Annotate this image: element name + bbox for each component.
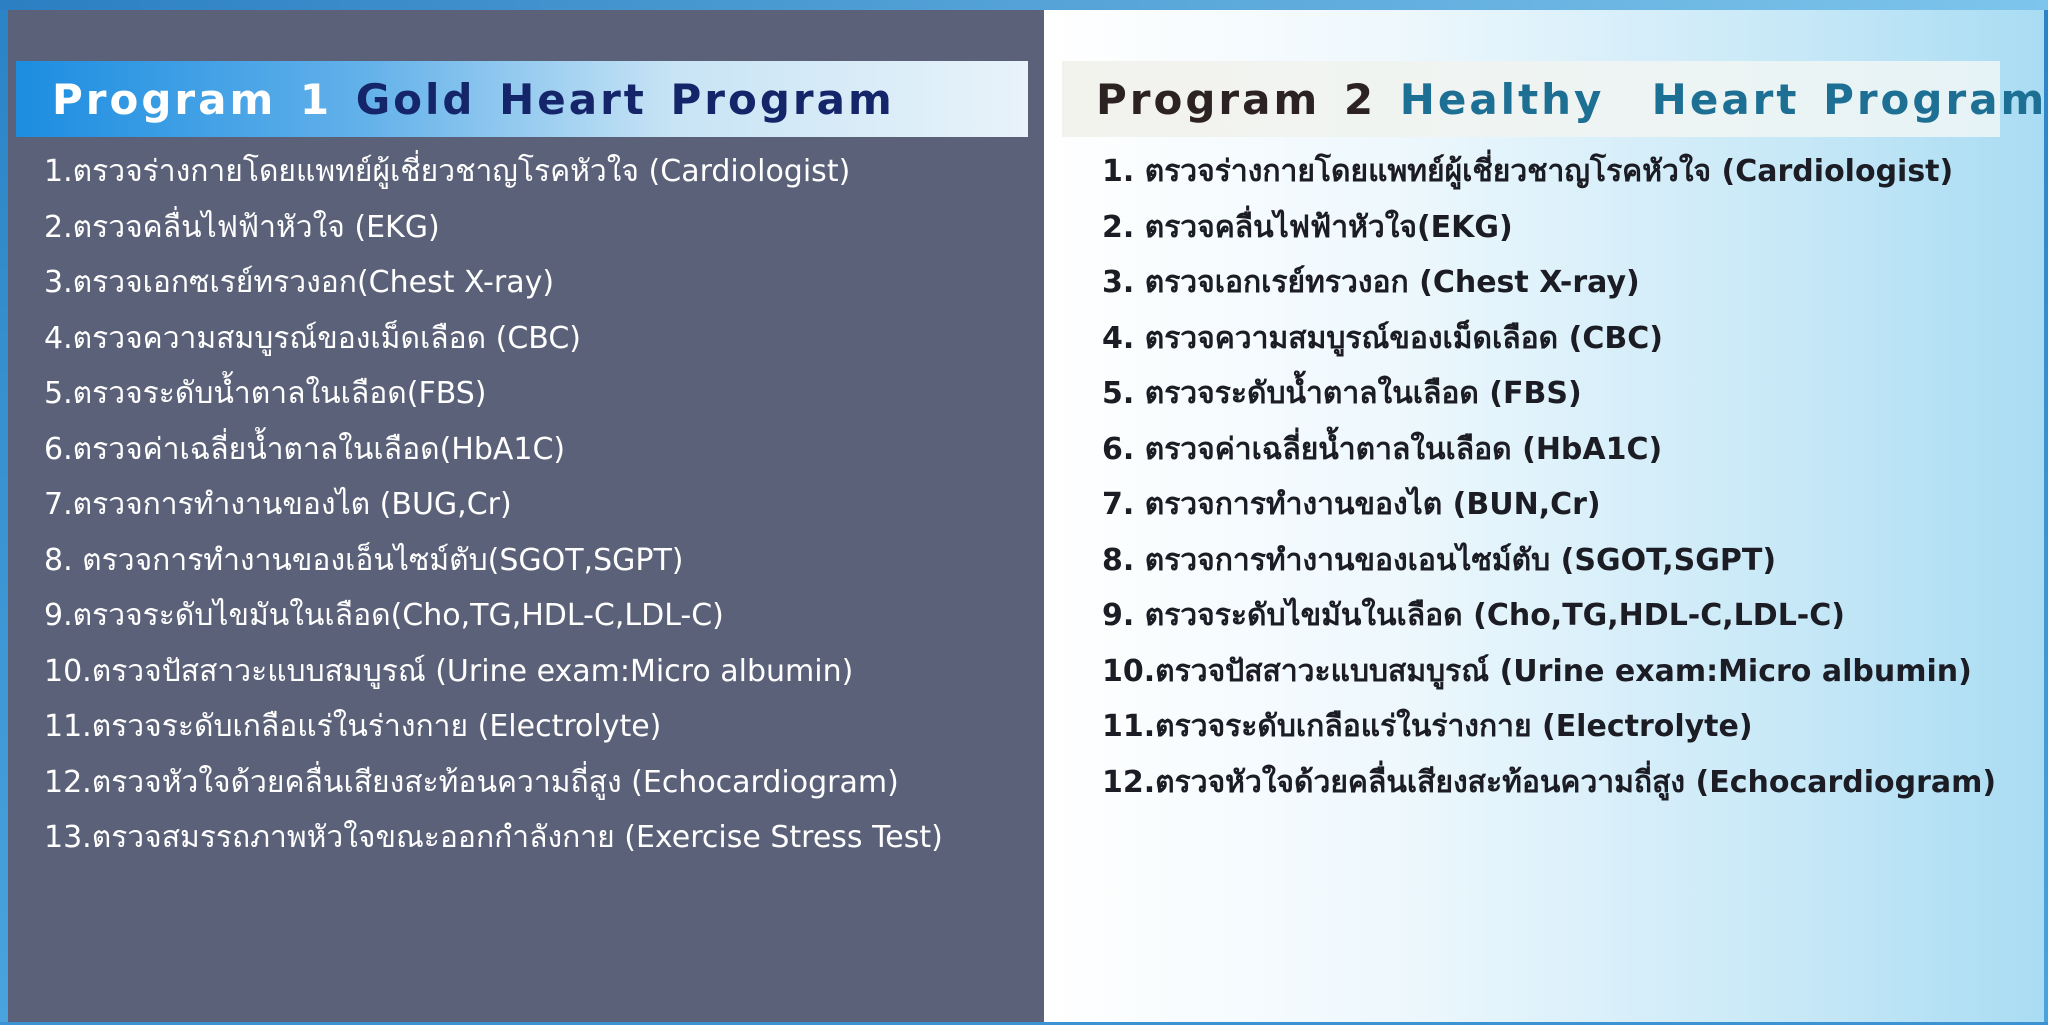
program-1-item: 5.ตรวจระดับน้ำตาลในเลือด(FBS) <box>44 376 487 411</box>
program-2-label: Program 2 <box>1096 74 1377 124</box>
program-1-header <box>16 61 1028 137</box>
program-1-item: 6.ตรวจค่าเฉลี่ยน้ำตาลในเลือด(HbA1C) <box>44 431 566 467</box>
program-1-item: 7.ตรวจการทำงานของไต (BUG,Cr) <box>44 487 512 522</box>
program-2-item: 3. ตรวจเอกเรย์ทรวงอก (Chest X-ray) <box>1102 265 1640 300</box>
program-1-item: 12.ตรวจหัวใจด้วยคลื่นเสียงสะท้อนความถี่สูง (Echocardiogram) <box>44 764 899 800</box>
program-2-item: 11.ตรวจระดับเกลือแร่ในร่างกาย (Electrolyte) <box>1102 709 1753 744</box>
program-1-item: 13.ตรวจสมรรถภาพหัวใจขณะออกกำลังกาย (Exercise Stress Test) <box>44 820 943 855</box>
program-2-item: 9. ตรวจระดับไขมันในเลือด (Cho,TG,HDL-C,LDL-C) <box>1102 598 1845 633</box>
program-1-item: 8. ตรวจการทำงานของเอ็นไซม์ตับ(SGOT,SGPT) <box>44 542 684 578</box>
top-frame-bar <box>0 0 2048 10</box>
program-1-item: 9.ตรวจระดับไขมันในเลือด(Cho,TG,HDL-C,LDL-C) <box>44 598 724 633</box>
program-1-item-list <box>44 144 1034 866</box>
program-2-item: 1. ตรวจร่างกายโดยแพทย์ผู้เชี่ยวชาญโรคหัวใจ (Cardiologist) <box>1102 154 1954 189</box>
program-2-item-list <box>1102 144 2002 810</box>
program-1-item: 2.ตรวจคลื่นไฟฟ้าหัวใจ (EKG) <box>44 209 440 245</box>
program-1-item: 4.ตรวจความสมบูรณ์ของเม็ดเลือด (CBC) <box>44 320 581 356</box>
program-1-item: 11.ตรวจระดับเกลือแร่ในร่างกาย (Electrolyte) <box>44 709 662 744</box>
program-2-item: 6. ตรวจค่าเฉลี่ยน้ำตาลในเลือด (HbA1C) <box>1102 431 1663 467</box>
program-2-item: 12.ตรวจหัวใจด้วยคลื่นเสียงสะท้อนความถี่สูง (Echocardiogram) <box>1102 764 1997 800</box>
program-2-item: 7. ตรวจการทำงานของไต (BUN,Cr) <box>1102 487 1601 522</box>
program-1-item: 10.ตรวจปัสสาวะแบบสมบูรณ์ (Urine exam:Micro albumin) <box>44 653 854 689</box>
program-2-header <box>1062 61 2048 137</box>
program-2-item: 8. ตรวจการทำงานของเอนไซม์ตับ (SGOT,SGPT) <box>1102 542 1777 578</box>
program-1-item: 1.ตรวจร่างกายโดยแพทย์ผู้เชี่ยวชาญโรคหัวใจ (Cardiologist) <box>44 154 851 189</box>
program-2-item: 2. ตรวจคลื่นไฟฟ้าหัวใจ(EKG) <box>1102 209 1513 245</box>
program-1-label: Program 1 <box>52 74 333 124</box>
program-1-title: Gold Heart Program <box>355 74 895 124</box>
program-2-title: Healthy Heart Program <box>1399 74 2048 124</box>
program-1-item: 3.ตรวจเอกซเรย์ทรวงอก(Chest X-ray) <box>44 265 555 300</box>
program-2-item: 4. ตรวจความสมบูรณ์ของเม็ดเลือด (CBC) <box>1102 320 1663 356</box>
program-2-item: 5. ตรวจระดับน้ำตาลในเลือด (FBS) <box>1102 376 1582 411</box>
program-2-item: 10.ตรวจปัสสาวะแบบสมบูรณ์ (Urine exam:Micro albumin) <box>1102 653 1972 689</box>
